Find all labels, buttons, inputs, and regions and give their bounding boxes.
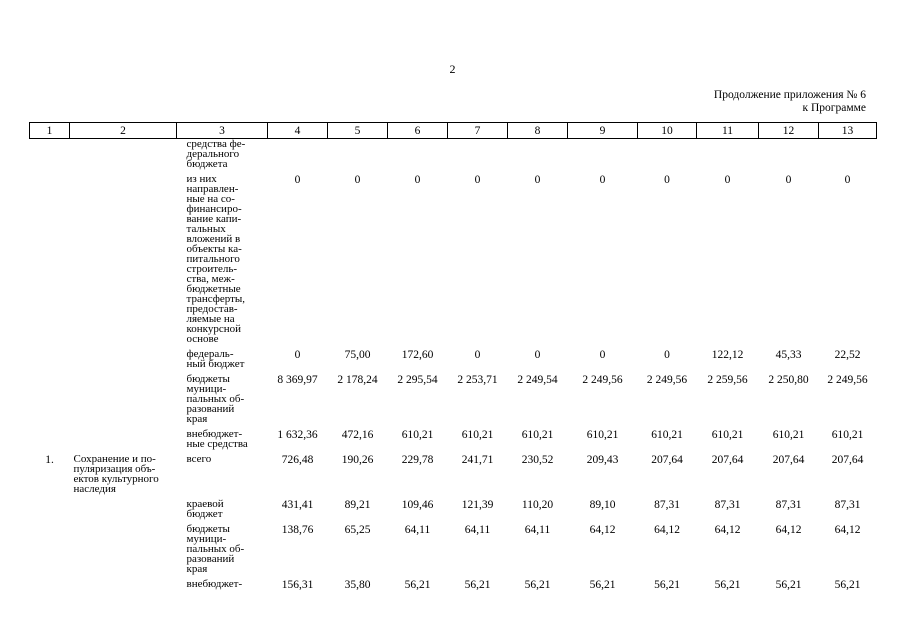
value-cell: 0 <box>599 174 606 186</box>
activity-name-cell <box>70 349 177 369</box>
value-cell: 110,20 <box>521 499 554 511</box>
value-cell: 472,16 <box>341 429 374 441</box>
activity-name-cell <box>70 429 177 449</box>
funding-source-cell: внебюджет- <box>186 578 243 590</box>
value-cell: 0 <box>474 174 481 186</box>
value-cell: 0 <box>294 174 301 186</box>
value-cell: 0 <box>785 174 792 186</box>
value-cell: 121,39 <box>461 499 494 511</box>
value-cell: 2 295,54 <box>397 374 438 386</box>
activity-name-cell <box>70 499 177 519</box>
value-cell: 64,11 <box>464 524 491 536</box>
table-row <box>30 499 877 519</box>
activity-name-cell <box>70 374 177 424</box>
row-number-cell <box>30 349 70 369</box>
value-cell: 230,52 <box>521 454 554 466</box>
row-number-cell <box>30 374 70 424</box>
value-cell: 2 249,56 <box>827 374 868 386</box>
activity-name-cell: Сохранение и по- пуляризация объ- ектов культурного наследия <box>73 453 159 495</box>
appendix-note-line1: Продолжение приложения № 6 <box>713 89 866 101</box>
column-number: 8 <box>508 123 568 139</box>
value-cell <box>268 139 328 170</box>
table-row <box>30 524 877 574</box>
value-cell: 610,21 <box>772 429 805 441</box>
value-cell: 56,21 <box>714 579 741 591</box>
value-cell: 89,10 <box>589 499 616 511</box>
value-cell: 207,64 <box>772 454 805 466</box>
value-cell: 0 <box>534 174 541 186</box>
funding-source-cell: средства фе- дерального бюджета <box>186 138 246 170</box>
value-cell: 2 259,56 <box>707 374 748 386</box>
column-number: 12 <box>759 123 819 139</box>
value-cell: 64,12 <box>714 524 741 536</box>
row-number-cell: 1. <box>45 454 54 466</box>
value-cell: 241,71 <box>461 454 494 466</box>
table-row <box>30 174 877 344</box>
column-number: 2 <box>70 123 177 139</box>
value-cell: 8 369,97 <box>277 374 318 386</box>
value-cell: 431,41 <box>281 499 314 511</box>
funding-source-cell: федераль- ный бюджет <box>186 348 245 370</box>
value-cell <box>697 139 759 170</box>
value-cell: 156,31 <box>281 579 314 591</box>
value-cell: 209,43 <box>586 454 619 466</box>
value-cell: 0 <box>414 174 421 186</box>
value-cell: 89,21 <box>344 499 371 511</box>
value-cell: 64,11 <box>404 524 431 536</box>
value-cell: 64,12 <box>775 524 802 536</box>
value-cell: 207,64 <box>831 454 864 466</box>
value-cell: 0 <box>294 349 301 361</box>
funding-source-cell: всего <box>186 453 212 465</box>
column-number: 3 <box>177 123 268 139</box>
funding-source-cell: бюджеты муници- пальных об- разований края <box>186 373 245 425</box>
value-cell: 45,33 <box>775 349 802 361</box>
value-cell: 22,52 <box>834 349 861 361</box>
value-cell: 229,78 <box>401 454 434 466</box>
value-cell: 2 249,56 <box>582 374 623 386</box>
value-cell: 2 253,71 <box>457 374 498 386</box>
activity-name-cell <box>70 139 177 170</box>
value-cell: 190,26 <box>341 454 374 466</box>
value-cell: 64,12 <box>654 524 680 536</box>
value-cell: 0 <box>354 174 361 186</box>
value-cell: 172,60 <box>401 349 434 361</box>
budget-table <box>29 122 877 591</box>
column-number: 9 <box>568 123 638 139</box>
value-cell: 610,21 <box>831 429 864 441</box>
column-number: 11 <box>697 123 759 139</box>
value-cell: 56,21 <box>524 579 551 591</box>
table-row <box>30 579 877 591</box>
value-cell: 138,76 <box>281 524 314 536</box>
column-number: 5 <box>328 123 388 139</box>
value-cell: 87,31 <box>654 499 680 511</box>
value-cell: 0 <box>599 349 606 361</box>
column-number: 6 <box>388 123 448 139</box>
value-cell: 2 249,56 <box>646 374 688 386</box>
activity-name-cell <box>70 174 177 344</box>
value-cell: 0 <box>664 349 670 361</box>
value-cell: 207,64 <box>711 454 744 466</box>
column-number-row <box>30 123 877 139</box>
value-cell: 610,21 <box>586 429 619 441</box>
column-number: 4 <box>268 123 328 139</box>
column-number: 13 <box>819 123 877 139</box>
value-cell: 35,80 <box>344 579 371 591</box>
value-cell <box>568 139 638 170</box>
value-cell: 87,31 <box>834 499 861 511</box>
value-cell: 610,21 <box>461 429 494 441</box>
row-number-cell <box>30 429 70 449</box>
column-number: 7 <box>448 123 508 139</box>
value-cell: 0 <box>534 349 541 361</box>
value-cell <box>759 139 819 170</box>
value-cell: 726,48 <box>281 454 314 466</box>
value-cell: 207,64 <box>651 454 683 466</box>
value-cell: 56,21 <box>404 579 431 591</box>
funding-source-cell: внебюджет- ные средства <box>186 428 248 450</box>
row-number-cell <box>30 579 70 591</box>
table-row <box>30 454 877 494</box>
value-cell: 87,31 <box>714 499 741 511</box>
appendix-note <box>660 89 866 115</box>
value-cell <box>638 139 697 170</box>
value-cell: 0 <box>844 174 851 186</box>
page-number: 2 <box>449 62 456 76</box>
table-row <box>30 349 877 369</box>
row-number-cell <box>30 174 70 344</box>
value-cell: 56,21 <box>834 579 861 591</box>
value-cell <box>448 139 508 170</box>
column-number: 10 <box>638 123 697 139</box>
value-cell: 109,46 <box>401 499 434 511</box>
value-cell: 610,21 <box>521 429 554 441</box>
table-row <box>30 429 877 449</box>
value-cell <box>819 139 877 170</box>
activity-name-cell <box>70 524 177 574</box>
value-cell: 64,12 <box>589 524 616 536</box>
column-number: 1 <box>30 123 70 139</box>
value-cell: 64,12 <box>834 524 861 536</box>
value-cell: 65,25 <box>344 524 371 536</box>
value-cell: 122,12 <box>711 349 744 361</box>
value-cell: 75,00 <box>344 349 371 361</box>
funding-source-cell: из них направлен- ные на со- финансиро- вание капи- тальных вложений в объекты ка- питального строитель- ства, меж- бюджетные трансферты, предостав- ляемые на конкурсной основе <box>186 173 246 345</box>
value-cell: 2 249,54 <box>517 374 558 386</box>
value-cell: 1 632,36 <box>277 429 318 441</box>
table-row <box>30 374 877 424</box>
value-cell: 56,21 <box>654 579 680 591</box>
value-cell <box>328 139 388 170</box>
row-number-cell <box>30 499 70 519</box>
value-cell: 610,21 <box>401 429 434 441</box>
value-cell: 56,21 <box>589 579 616 591</box>
table-row <box>30 139 877 170</box>
row-number-cell <box>30 524 70 574</box>
row-number-cell <box>30 139 70 170</box>
value-cell: 0 <box>664 174 670 186</box>
value-cell: 2 178,24 <box>337 374 378 386</box>
value-cell: 56,21 <box>464 579 491 591</box>
value-cell <box>508 139 568 170</box>
value-cell: 0 <box>724 174 731 186</box>
value-cell: 2 250,80 <box>768 374 809 386</box>
value-cell: 56,21 <box>775 579 802 591</box>
table-body <box>30 139 877 592</box>
value-cell: 0 <box>474 349 481 361</box>
funding-source-cell: бюджеты муници- пальных об- разований края <box>186 523 245 575</box>
value-cell: 64,11 <box>524 524 551 536</box>
appendix-note-line2: к Программе <box>802 102 866 114</box>
value-cell: 610,21 <box>711 429 744 441</box>
funding-source-cell: краевой бюджет <box>186 498 224 520</box>
value-cell: 610,21 <box>651 429 683 441</box>
value-cell <box>388 139 448 170</box>
value-cell: 87,31 <box>775 499 802 511</box>
activity-name-cell <box>70 579 177 591</box>
